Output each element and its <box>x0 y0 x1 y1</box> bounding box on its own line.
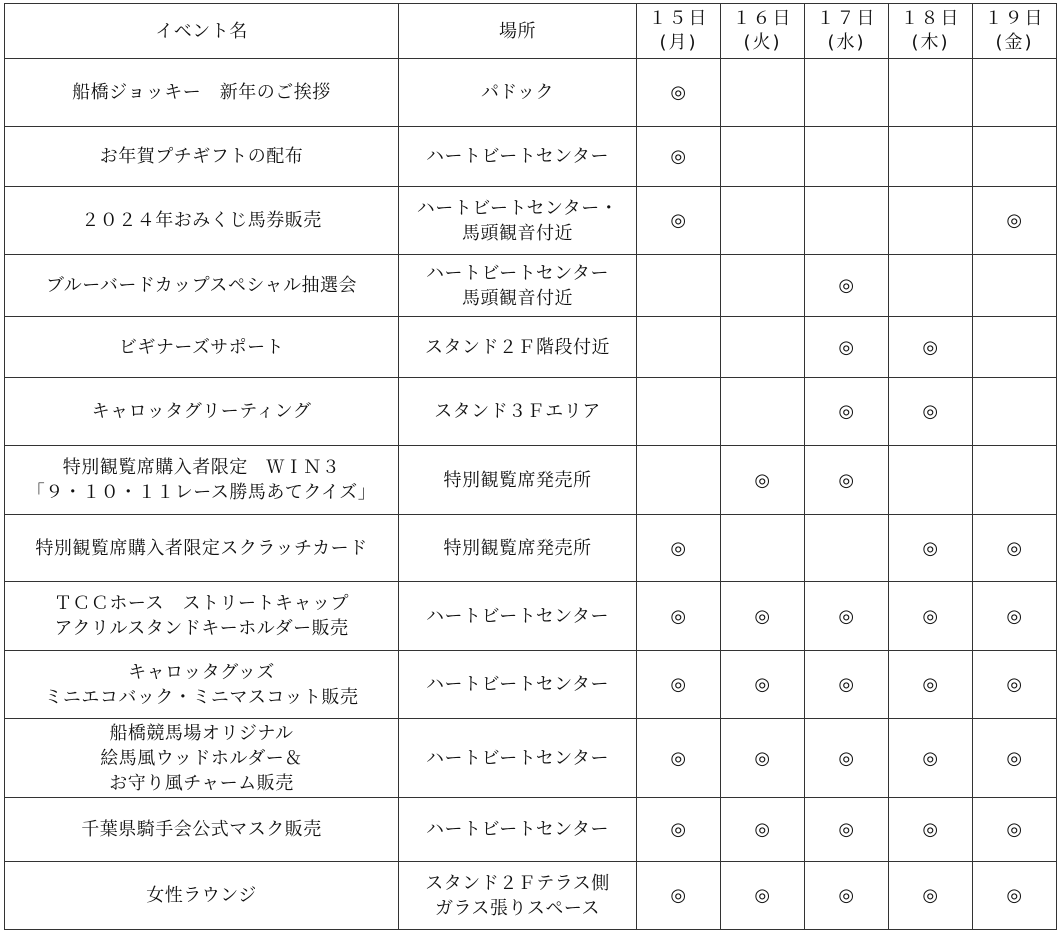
day-cell <box>637 862 721 930</box>
day-cell <box>805 127 889 187</box>
day-cell <box>973 127 1057 187</box>
day-cell <box>889 59 973 127</box>
double-circle-mark: ◎ <box>670 747 687 769</box>
day-cell <box>889 862 973 930</box>
place-cell: ハートビートセンター <box>399 582 637 651</box>
double-circle-mark: ◎ <box>754 469 771 491</box>
day-header-date: １９日 <box>984 8 1045 29</box>
day-cell <box>637 798 721 862</box>
day-cell <box>721 719 805 798</box>
table-row <box>5 59 1057 127</box>
table-row <box>5 862 1057 930</box>
double-circle-mark: ◎ <box>754 885 771 906</box>
day-cell <box>889 255 973 317</box>
place-cell: パドック <box>399 59 637 127</box>
day-cell <box>973 515 1057 582</box>
double-circle-mark: ◎ <box>838 885 855 906</box>
double-circle-mark: ◎ <box>838 469 855 491</box>
day-cell <box>805 719 889 798</box>
place-cell: ハートビートセンター <box>399 719 637 798</box>
day-header-weekday: (水) <box>827 32 866 53</box>
event-name-header: イベント名 <box>5 4 399 59</box>
day-header-15 <box>637 4 721 59</box>
day-header-date: １６日 <box>732 8 793 29</box>
event-name-cell: 特別観覧席購入者限定スクラッチカード <box>5 515 399 582</box>
table-row <box>5 317 1057 378</box>
day-cell <box>805 862 889 930</box>
double-circle-mark: ◎ <box>670 885 687 906</box>
day-cell <box>805 515 889 582</box>
day-cell <box>973 446 1057 515</box>
day-cell <box>889 187 973 255</box>
day-cell <box>721 446 805 515</box>
event-name-cell: 船橋競馬場オリジナル 絵馬風ウッドホルダー＆ お守り風チャーム販売 <box>5 719 399 798</box>
double-circle-mark: ◎ <box>1006 210 1023 231</box>
place-header: 場所 <box>399 4 637 59</box>
double-circle-mark: ◎ <box>922 747 939 769</box>
day-cell <box>721 862 805 930</box>
day-cell <box>889 446 973 515</box>
day-cell <box>973 798 1057 862</box>
event-name-cell: キャロッタグリーティング <box>5 378 399 446</box>
day-cell <box>973 187 1057 255</box>
event-name-cell: お年賀プチギフトの配布 <box>5 127 399 187</box>
double-circle-mark: ◎ <box>922 885 939 906</box>
day-cell <box>637 59 721 127</box>
event-name-cell: 千葉県騎手会公式マスク販売 <box>5 798 399 862</box>
day-cell <box>973 582 1057 651</box>
place-cell: 特別観覧席発売所 <box>399 515 637 582</box>
table-row <box>5 127 1057 187</box>
day-cell <box>805 378 889 446</box>
table-row <box>5 187 1057 255</box>
day-cell <box>721 515 805 582</box>
day-cell <box>973 651 1057 719</box>
day-header-17 <box>805 4 889 59</box>
event-name-cell: ビギナーズサポート <box>5 317 399 378</box>
day-header-16 <box>721 4 805 59</box>
day-header-weekday: (金) <box>995 32 1034 53</box>
day-cell <box>973 719 1057 798</box>
place-cell: ハートビートセンター <box>399 127 637 187</box>
day-cell <box>889 127 973 187</box>
double-circle-mark: ◎ <box>670 210 687 231</box>
day-cell <box>637 255 721 317</box>
double-circle-mark: ◎ <box>922 819 939 840</box>
day-header-date: １５日 <box>648 8 709 29</box>
day-cell <box>889 582 973 651</box>
day-cell <box>889 515 973 582</box>
day-cell <box>637 378 721 446</box>
event-name-cell: 女性ラウンジ <box>5 862 399 930</box>
event-schedule-table <box>4 3 1057 930</box>
day-cell <box>637 446 721 515</box>
day-cell <box>805 446 889 515</box>
day-cell <box>721 127 805 187</box>
day-cell <box>973 378 1057 446</box>
double-circle-mark: ◎ <box>838 401 855 422</box>
table-row <box>5 798 1057 862</box>
day-cell <box>805 651 889 719</box>
double-circle-mark: ◎ <box>670 537 687 559</box>
day-cell <box>805 59 889 127</box>
double-circle-mark: ◎ <box>838 747 855 769</box>
double-circle-mark: ◎ <box>1006 674 1023 695</box>
day-cell <box>805 255 889 317</box>
double-circle-mark: ◎ <box>754 819 771 840</box>
table-row <box>5 651 1057 719</box>
double-circle-mark: ◎ <box>838 605 855 627</box>
table-row <box>5 378 1057 446</box>
double-circle-mark: ◎ <box>670 819 687 840</box>
day-cell <box>889 719 973 798</box>
double-circle-mark: ◎ <box>670 605 687 627</box>
day-header-weekday: (木) <box>911 32 950 53</box>
day-cell <box>637 515 721 582</box>
day-cell <box>637 187 721 255</box>
event-schedule-container <box>4 3 1057 930</box>
day-header-weekday: (月) <box>659 32 698 53</box>
place-cell: 特別観覧席発売所 <box>399 446 637 515</box>
day-cell <box>889 378 973 446</box>
day-cell <box>889 317 973 378</box>
place-cell: スタンド３Ｆエリア <box>399 378 637 446</box>
place-cell: スタンド２Ｆ階段付近 <box>399 317 637 378</box>
day-cell <box>805 187 889 255</box>
day-cell <box>721 798 805 862</box>
table-row <box>5 446 1057 515</box>
double-circle-mark: ◎ <box>1006 537 1023 559</box>
double-circle-mark: ◎ <box>922 336 939 358</box>
day-cell <box>721 317 805 378</box>
double-circle-mark: ◎ <box>838 275 855 296</box>
place-cell: スタンド２Ｆテラス側 ガラス張りスペース <box>399 862 637 930</box>
header-row <box>5 4 1057 59</box>
table-row <box>5 515 1057 582</box>
day-cell <box>805 798 889 862</box>
day-cell <box>721 651 805 719</box>
day-cell <box>805 317 889 378</box>
day-cell <box>721 582 805 651</box>
place-cell: ハートビートセンター <box>399 798 637 862</box>
day-cell <box>889 651 973 719</box>
day-cell <box>973 317 1057 378</box>
double-circle-mark: ◎ <box>1006 605 1023 627</box>
day-cell <box>805 582 889 651</box>
double-circle-mark: ◎ <box>670 146 687 167</box>
place-cell: ハートビートセンター 馬頭観音付近 <box>399 255 637 317</box>
day-cell <box>721 59 805 127</box>
table-row <box>5 582 1057 651</box>
event-name-cell: ブルーバードカップスペシャル抽選会 <box>5 255 399 317</box>
day-cell <box>637 582 721 651</box>
day-cell <box>721 255 805 317</box>
double-circle-mark: ◎ <box>1006 747 1023 769</box>
day-header-weekday: (火) <box>743 32 782 53</box>
schedule-body <box>5 59 1057 930</box>
event-name-cell: キャロッタグッズ ミニエコバック・ミニマスコット販売 <box>5 651 399 719</box>
day-header-19 <box>973 4 1057 59</box>
day-cell <box>637 719 721 798</box>
day-cell <box>973 255 1057 317</box>
day-cell <box>973 862 1057 930</box>
event-name-cell: 特別観覧席購入者限定 ＷＩＮ３ 「９・１０・１１レース勝馬あてクイズ」 <box>5 446 399 515</box>
event-name-cell: ２０２４年おみくじ馬券販売 <box>5 187 399 255</box>
day-header-date: １８日 <box>900 8 961 29</box>
day-cell <box>721 187 805 255</box>
double-circle-mark: ◎ <box>754 674 771 695</box>
double-circle-mark: ◎ <box>838 819 855 840</box>
double-circle-mark: ◎ <box>754 605 771 627</box>
table-row <box>5 255 1057 317</box>
double-circle-mark: ◎ <box>838 674 855 695</box>
event-name-cell: ＴＣＣホース ストリートキャップ アクリルスタンドキーホルダー販売 <box>5 582 399 651</box>
double-circle-mark: ◎ <box>754 747 771 769</box>
double-circle-mark: ◎ <box>838 336 855 358</box>
day-header-date: １７日 <box>816 8 877 29</box>
place-cell: ハートビートセンター・ 馬頭観音付近 <box>399 187 637 255</box>
double-circle-mark: ◎ <box>670 674 687 695</box>
place-cell: ハートビートセンター <box>399 651 637 719</box>
day-header-18 <box>889 4 973 59</box>
day-cell <box>637 317 721 378</box>
double-circle-mark: ◎ <box>1006 819 1023 840</box>
table-row <box>5 719 1057 798</box>
double-circle-mark: ◎ <box>922 605 939 627</box>
event-name-cell: 船橋ジョッキー 新年のご挨拶 <box>5 59 399 127</box>
day-cell <box>637 651 721 719</box>
double-circle-mark: ◎ <box>922 674 939 695</box>
double-circle-mark: ◎ <box>922 537 939 559</box>
double-circle-mark: ◎ <box>922 401 939 422</box>
day-cell <box>721 378 805 446</box>
day-cell <box>637 127 721 187</box>
double-circle-mark: ◎ <box>670 82 687 103</box>
double-circle-mark: ◎ <box>1006 885 1023 906</box>
day-cell <box>889 798 973 862</box>
day-cell <box>973 59 1057 127</box>
